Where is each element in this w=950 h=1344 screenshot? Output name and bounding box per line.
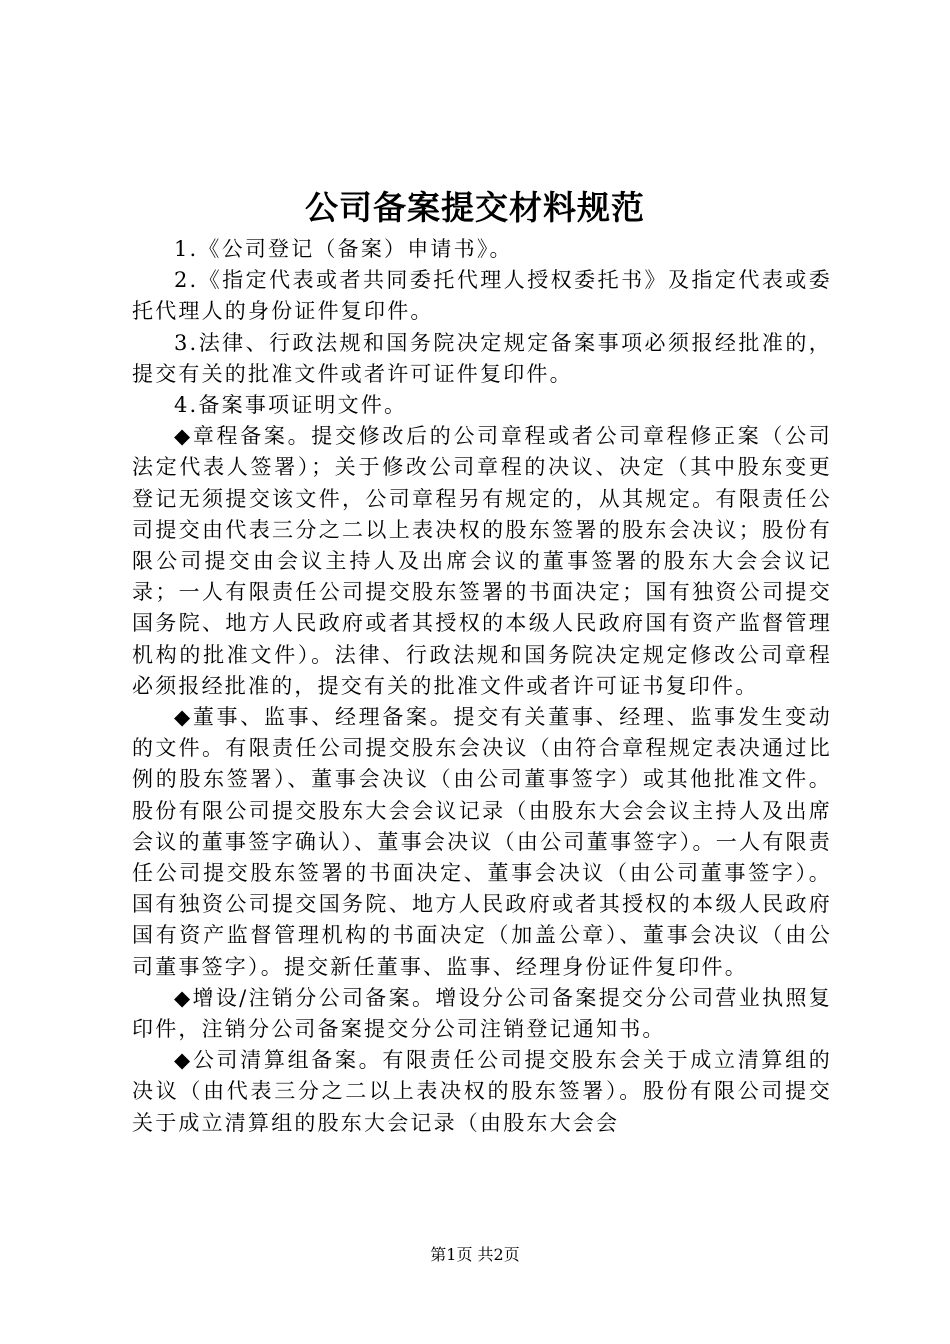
page-title: 公司备案提交材料规范: [305, 188, 645, 227]
page-footer: 第1页 共2页: [430, 1245, 520, 1264]
paragraph-branch-filing: ◆增设/注销分公司备案。增设分公司备案提交分公司营业执照复印件，注销分公司备案提交分公司注销登记通知书。: [132, 985, 832, 1042]
document-body: [132, 234, 832, 1139]
paragraph-liquidation-filing: ◆公司清算组备案。有限责任公司提交股东会关于成立清算组的决议（由代表三分之二以上表决权的股东签署）。股份有限公司提交关于成立清算组的股东大会记录（由股东大会会: [132, 1048, 832, 1135]
paragraph-charter-filing: ◆章程备案。提交修改后的公司章程或者公司章程修正案（公司法定代表人签署）；关于修改公司章程的决议、决定（其中股东变更登记无须提交该文件，公司章程另有规定的，从其规定。有限责任公司提交由代表三分之二以上表决权的股东签署的股东会决议；股份有限公司提交由会议主持人及出席会议的董事签署的股东大会会议记录；一人有限责任公司提交股东签署的书面决定；国有独资公司提交国务院、地方人民政府或者其授权的本级人民政府国有资产监督管理机构的批准文件）。法律、行政法规和国务院决定规定修改公司章程必须报经批准的，提交有关的批准文件或者许可证书复印件。: [132, 424, 832, 698]
paragraph-2: 2.《指定代表或者共同委托代理人授权委托书》及指定代表或委托代理人的身份证件复印件。: [132, 268, 832, 324]
paragraph-1: 1.《公司登记（备案）申请书》。: [174, 237, 513, 261]
paragraph-director-filing: ◆董事、监事、经理备案。提交有关董事、经理、监事发生变动的文件。有限责任公司提交股东会决议（由符合章程规定表决通过比例的股东签署）、董事会决议（由公司董事签字）或其他批准文件。股份有限公司提交股东大会会议记录（由股东大会会议主持人及出席会议的董事签字确认）、董事会决议（由公司董事签字）。一人有限责任公司提交股东签署的书面决定、董事会决议（由公司董事签字）。国有独资公司提交国务院、地方人民政府或者其授权的本级人民政府国有资产监督管理机构的书面决定（加盖公章）、董事会决议（由公司董事签字）。提交新任董事、监事、经理身份证件复印件。: [132, 705, 832, 979]
paragraph-3: 3.法律、行政法规和国务院决定规定备案事项必须报经批准的，提交有关的批准文件或者许可证件复印件。: [132, 330, 832, 386]
paragraph-4: 4.备案事项证明文件。: [174, 393, 408, 418]
